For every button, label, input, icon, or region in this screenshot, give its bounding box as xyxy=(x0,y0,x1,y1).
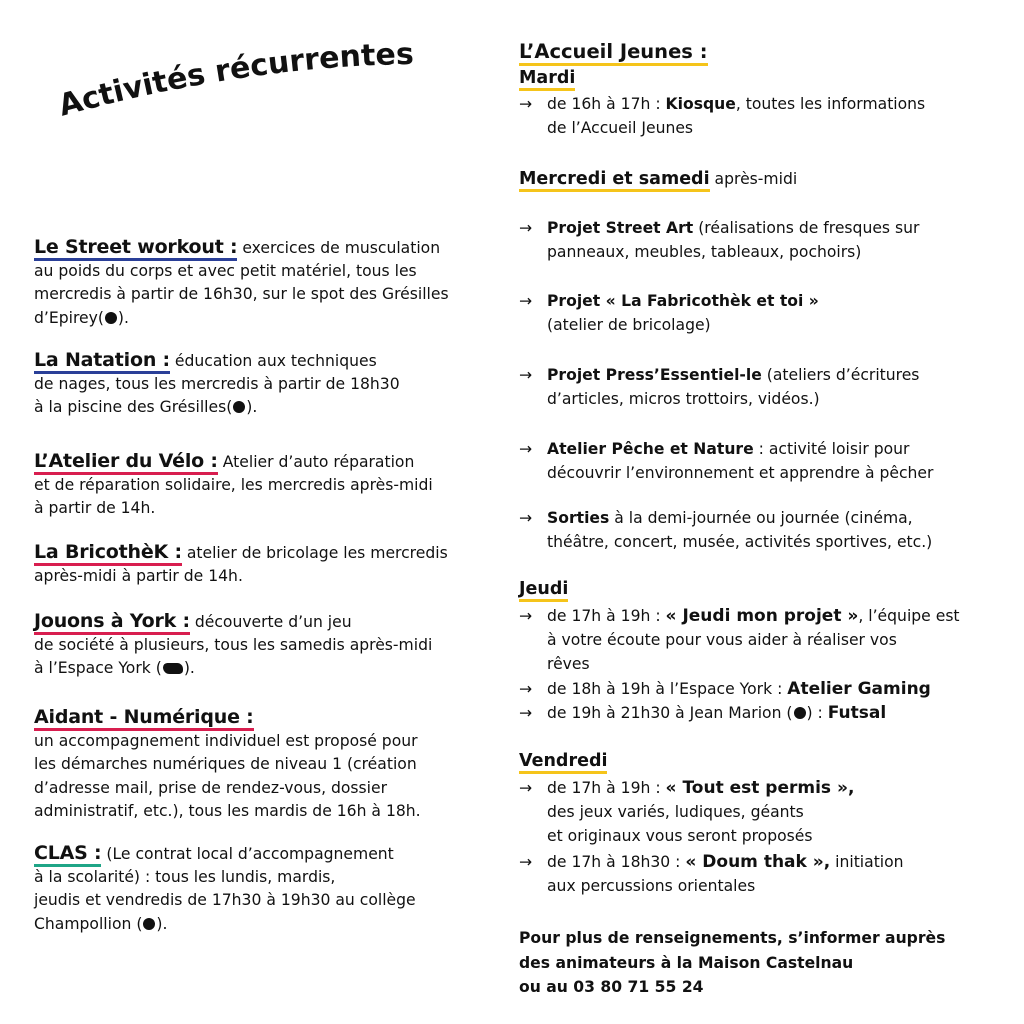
street-workout-text: d’Epirey( xyxy=(34,308,104,327)
footer-contact xyxy=(519,926,989,1000)
item-text: à votre écoute pour vous aider à réaliser vos xyxy=(547,631,897,649)
svg-text:Activités récurrentes xyxy=(55,37,414,124)
page-title xyxy=(55,36,458,134)
aidant-block xyxy=(34,706,509,823)
right-arrow-icon: → xyxy=(519,219,533,237)
item-text: théâtre, concert, musée, activités sportives, etc.) xyxy=(547,533,933,551)
item-text: , l’équipe est xyxy=(858,607,960,625)
right-arrow-icon: → xyxy=(519,95,533,113)
clas-text: (Le contrat local d’accompagnement xyxy=(101,845,394,863)
street-workout-text: mercredis à partir de 16h30, sur le spot des Grésilles xyxy=(34,285,449,304)
item-text: de 17h à 19h : xyxy=(547,779,666,797)
street-workout-heading: Le Street workout : xyxy=(34,236,237,261)
natation-text: de nages, tous les mercredis à partir de 18h30 xyxy=(34,375,400,394)
footer-phone: ou au 03 80 71 55 24 xyxy=(519,978,704,996)
right-arrow-icon: → xyxy=(519,680,533,698)
right-arrow-icon: → xyxy=(519,607,533,625)
item-text: de 18h à 19h à l’Espace York : xyxy=(547,680,788,698)
street-workout-text: au poids du corps et avec petit matériel, tous les xyxy=(34,262,417,281)
item-text: panneaux, meubles, tableaux, pochoirs) xyxy=(547,243,862,261)
item-text: d’articles, micros trottoirs, vidéos.) xyxy=(547,390,820,408)
accueil-jeunes-heading-block xyxy=(519,40,708,65)
right-arrow-icon: → xyxy=(519,779,533,797)
street-workout-text: ). xyxy=(117,308,129,327)
footer-line: Pour plus de renseignements, s’informer auprès xyxy=(519,929,946,947)
item-bold: Atelier Gaming xyxy=(787,679,931,699)
item-bold: « Tout est permis », xyxy=(665,778,855,798)
item-bold: Kiosque xyxy=(665,95,736,113)
york-block xyxy=(34,610,509,681)
location-blob-icon xyxy=(163,663,183,674)
item-bold: Atelier Pêche et Nature xyxy=(547,440,754,458)
velo-block xyxy=(34,450,509,521)
item-bold: Projet Press’Essentiel-le xyxy=(547,366,762,384)
right-arrow-icon: → xyxy=(519,853,533,871)
aidant-text: les démarches numériques de niveau 1 (création xyxy=(34,755,417,774)
aidant-text: d’adresse mail, prise de rendez-vous, dossier xyxy=(34,778,388,797)
location-dot-icon xyxy=(794,707,806,719)
item-text: ) : xyxy=(806,704,828,722)
york-text: à l’Espace York ( xyxy=(34,659,162,678)
street-workout-block xyxy=(34,236,509,330)
aidant-text: un accompagnement individuel est proposé pour xyxy=(34,732,418,751)
list-item xyxy=(519,776,1017,848)
right-arrow-icon: → xyxy=(519,366,533,384)
clas-text: ). xyxy=(156,914,168,933)
street-workout-text: exercices de musculation xyxy=(237,239,441,257)
bricothek-text: après-midi à partir de 14h. xyxy=(34,567,243,586)
page-title-text: Activités récurrentes xyxy=(55,36,415,124)
list-item xyxy=(519,506,1017,554)
item-text: et originaux vous seront proposés xyxy=(547,827,813,845)
velo-text: et de réparation solidaire, les mercredis après-midi xyxy=(34,476,433,495)
bricothek-text: atelier de bricolage les mercredis xyxy=(181,544,448,562)
item-bold: Futsal xyxy=(827,703,887,723)
right-arrow-icon: → xyxy=(519,440,533,458)
item-text: de l’Accueil Jeunes xyxy=(547,119,694,137)
item-text: : activité loisir pour xyxy=(753,440,910,458)
natation-text: ). xyxy=(246,398,258,417)
natation-heading: La Natation : xyxy=(34,349,170,374)
velo-text: à partir de 14h. xyxy=(34,499,156,518)
item-text: , toutes les informations xyxy=(735,95,926,113)
velo-text: Atelier d’auto réparation xyxy=(217,453,415,471)
mardi-item xyxy=(519,92,1017,140)
vendredi-day xyxy=(519,750,607,773)
item-bold: « Jeudi mon projet » xyxy=(665,606,859,626)
item-text: de 16h à 17h : xyxy=(547,95,666,113)
item-bold: « Doum thak », xyxy=(685,852,831,872)
clas-block xyxy=(34,842,509,936)
mardi-day xyxy=(519,67,575,90)
item-text: rêves xyxy=(547,655,590,673)
day-label: Mardi xyxy=(519,68,575,91)
york-text: découverte d’un jeu xyxy=(189,613,352,631)
york-text: ). xyxy=(183,659,195,678)
item-text: (ateliers d’écritures xyxy=(761,366,920,384)
aidant-text: administratif, etc.), tous les mardis de 16h à 18h. xyxy=(34,801,421,820)
bricothek-heading: La BricothèK : xyxy=(34,541,182,566)
natation-text: à la piscine des Grésilles( xyxy=(34,398,233,417)
accueil-jeunes-heading: L’Accueil Jeunes : xyxy=(519,40,708,66)
right-arrow-icon: → xyxy=(519,704,533,722)
right-arrow-icon: → xyxy=(519,292,533,310)
item-text: de 19h à 21h30 à Jean Marion ( xyxy=(547,704,793,722)
day-suffix: après-midi xyxy=(709,170,798,188)
item-text: des jeux variés, ludiques, géants xyxy=(547,803,804,821)
york-text: de société à plusieurs, tous les samedis après-midi xyxy=(34,636,433,655)
footer-line: des animateurs à la Maison Castelnau xyxy=(519,953,854,972)
item-text: initiation xyxy=(830,853,904,871)
day-label: Jeudi xyxy=(519,579,568,602)
natation-text: éducation aux techniques xyxy=(169,352,377,370)
bricothek-block xyxy=(34,541,509,588)
item-text: (atelier de bricolage) xyxy=(547,316,711,334)
item-bold: Projet « La Fabricothèk et toi » xyxy=(547,292,819,310)
natation-block xyxy=(34,349,509,420)
item-text: aux percussions orientales xyxy=(547,877,756,895)
clas-text: jeudis et vendredis de 17h30 à 19h30 au collège xyxy=(34,891,416,910)
mercredi-day xyxy=(519,168,797,191)
location-dot-icon xyxy=(105,312,117,324)
day-label: Mercredi et samedi xyxy=(519,169,710,192)
item-text: (réalisations de fresques sur xyxy=(693,219,920,237)
jeudi-day xyxy=(519,578,568,601)
clas-heading: CLAS : xyxy=(34,842,101,867)
list-item xyxy=(519,289,1017,337)
item-text: à la demi-journée ou journée (cinéma, xyxy=(609,509,913,527)
item-bold: Projet Street Art xyxy=(547,219,694,237)
item-text: de 17h à 18h30 : xyxy=(547,853,686,871)
item-text: de 17h à 19h : xyxy=(547,607,666,625)
aidant-heading: Aidant - Numérique : xyxy=(34,706,254,731)
location-dot-icon xyxy=(143,918,155,930)
item-text: découvrir l’environnement et apprendre à pêcher xyxy=(547,464,934,482)
clas-text: à la scolarité) : tous les lundis, mardis, xyxy=(34,868,336,887)
list-item xyxy=(519,677,1017,701)
day-label: Vendredi xyxy=(519,751,607,774)
york-heading: Jouons à York : xyxy=(34,610,190,635)
list-item xyxy=(519,604,1017,676)
right-arrow-icon: → xyxy=(519,509,533,527)
location-dot-icon xyxy=(233,401,245,413)
clas-text: Champollion ( xyxy=(34,914,143,933)
list-item xyxy=(519,437,1017,485)
list-item xyxy=(519,363,1017,411)
velo-heading: L’Atelier du Vélo : xyxy=(34,450,218,475)
item-bold: Sorties xyxy=(547,509,610,527)
right-column xyxy=(519,0,999,1024)
list-item xyxy=(519,701,1017,725)
list-item xyxy=(519,216,1017,264)
list-item xyxy=(519,850,1017,898)
